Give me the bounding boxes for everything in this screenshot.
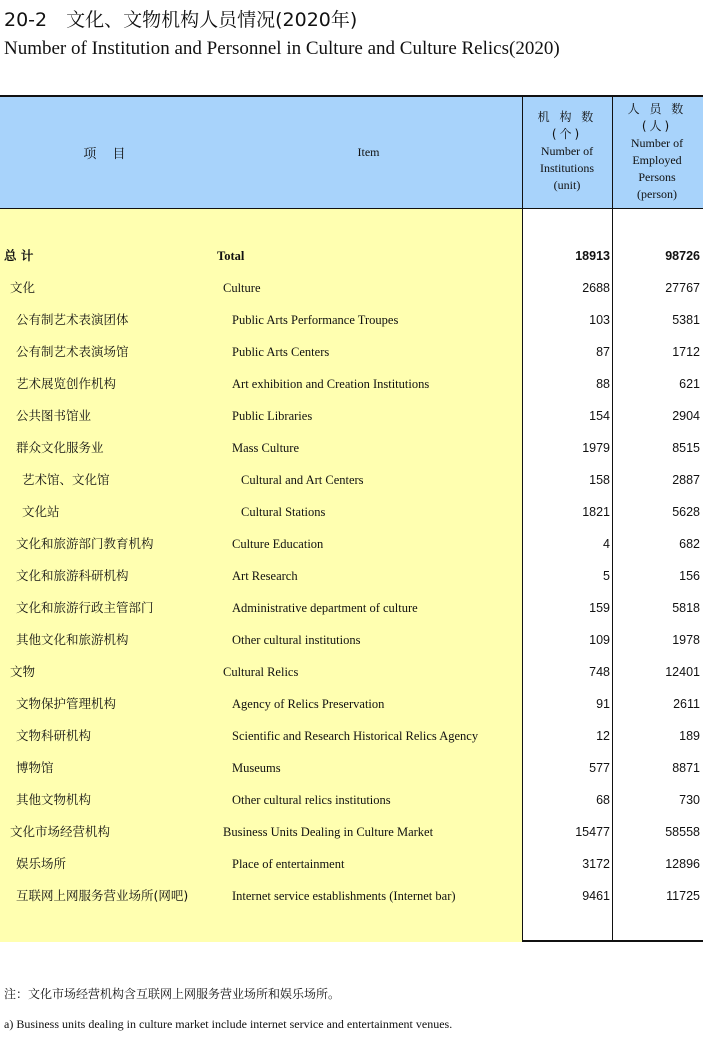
table-row bbox=[0, 688, 703, 720]
row-item-zh: 公有制艺术表演场馆 bbox=[16, 344, 129, 359]
row-persons: 5381 bbox=[672, 313, 700, 327]
header-institutions-unit: (unit) bbox=[553, 178, 581, 192]
row-institutions: 18913 bbox=[575, 249, 610, 263]
table-row bbox=[0, 816, 703, 848]
row-item-zh: 文化 bbox=[10, 280, 36, 295]
header-item-zh: 项 目 bbox=[83, 147, 132, 162]
row-institutions: 577 bbox=[589, 761, 610, 775]
row-item-en: Museums bbox=[232, 761, 281, 775]
table-row bbox=[0, 496, 703, 528]
row-item-en: Culture Education bbox=[232, 537, 324, 551]
row-item-en: Other cultural institutions bbox=[232, 633, 361, 647]
data-table bbox=[0, 95, 703, 942]
header-persons-zh-unit: (人) bbox=[641, 119, 673, 133]
table-row bbox=[0, 528, 703, 560]
row-persons: 156 bbox=[679, 569, 700, 583]
row-institutions: 12 bbox=[596, 729, 610, 743]
header-institutions-en: Number of Institutions bbox=[539, 144, 594, 175]
row-persons: 2887 bbox=[672, 473, 700, 487]
row-persons: 2904 bbox=[672, 409, 700, 423]
row-item-zh: 总 计 bbox=[4, 248, 34, 263]
row-institutions: 158 bbox=[589, 473, 610, 487]
row-item-zh: 博物馆 bbox=[16, 760, 54, 775]
table-row bbox=[0, 720, 703, 752]
row-institutions: 103 bbox=[589, 313, 610, 327]
row-item-zh: 文物科研机构 bbox=[16, 728, 92, 743]
table-row bbox=[0, 752, 703, 784]
table-row bbox=[0, 560, 703, 592]
row-item-zh: 互联网上网服务营业场所(网吧) bbox=[16, 888, 189, 903]
row-institutions: 4 bbox=[603, 537, 610, 551]
row-institutions: 87 bbox=[596, 345, 610, 359]
row-institutions: 88 bbox=[596, 377, 610, 391]
row-item-en: Art Research bbox=[232, 569, 298, 583]
row-item-zh: 文化站 bbox=[22, 504, 60, 519]
row-item-en: Business Units Dealing in Culture Market bbox=[223, 825, 434, 839]
row-item-zh: 文化和旅游科研机构 bbox=[16, 568, 129, 583]
row-item-zh: 公共图书馆业 bbox=[16, 408, 92, 423]
row-institutions: 1821 bbox=[582, 505, 610, 519]
row-item-en: Total bbox=[217, 249, 245, 263]
row-persons: 8871 bbox=[672, 761, 700, 775]
row-institutions: 68 bbox=[596, 793, 610, 807]
row-item-zh: 文化市场经营机构 bbox=[10, 824, 111, 839]
row-institutions: 15477 bbox=[575, 825, 610, 839]
row-item-zh: 其他文化和旅游机构 bbox=[16, 632, 129, 647]
row-item-en: Scientific and Research Historical Relics Agency bbox=[232, 729, 479, 743]
row-item-en: Internet service establishments (Internet bar) bbox=[232, 889, 456, 903]
table-row bbox=[0, 432, 703, 464]
row-item-en: Culture bbox=[223, 281, 261, 295]
row-item-zh: 艺术馆、文化馆 bbox=[22, 472, 110, 487]
table-row bbox=[0, 624, 703, 656]
row-persons: 11725 bbox=[666, 889, 700, 903]
row-institutions: 5 bbox=[603, 569, 610, 583]
row-item-en: Other cultural relics institutions bbox=[232, 793, 391, 807]
footnote-zh: 注：文化市场经营机构含互联网上网服务营业场所和娱乐场所。 bbox=[4, 987, 341, 1001]
row-persons: 730 bbox=[679, 793, 700, 807]
row-persons: 2611 bbox=[673, 697, 700, 711]
table-row bbox=[0, 656, 703, 688]
row-persons: 189 bbox=[679, 729, 700, 743]
header-item-en: Item bbox=[357, 145, 380, 159]
row-persons: 682 bbox=[679, 537, 700, 551]
table-row bbox=[0, 592, 703, 624]
row-institutions: 91 bbox=[596, 697, 610, 711]
row-item-en: Cultural Stations bbox=[241, 505, 326, 519]
table-row bbox=[0, 336, 703, 368]
row-institutions: 748 bbox=[589, 665, 610, 679]
row-institutions: 1979 bbox=[582, 441, 610, 455]
table-title-zh: 20-2 文化、文物机构人员情况(2020年) bbox=[4, 9, 358, 31]
table-row bbox=[0, 464, 703, 496]
row-institutions: 9461 bbox=[582, 889, 610, 903]
row-item-en: Cultural and Art Centers bbox=[241, 473, 364, 487]
row-item-en: Public Arts Centers bbox=[232, 345, 330, 359]
row-persons: 12401 bbox=[665, 665, 700, 679]
table-row bbox=[0, 368, 703, 400]
row-item-en: Art exhibition and Creation Institutions bbox=[232, 377, 430, 391]
row-item-en: Mass Culture bbox=[232, 441, 300, 455]
table-header bbox=[0, 97, 703, 209]
row-item-en: Place of entertainment bbox=[232, 857, 345, 871]
row-item-en: Public Arts Performance Troupes bbox=[232, 313, 399, 327]
row-persons: 58558 bbox=[665, 825, 700, 839]
row-persons: 1978 bbox=[672, 633, 700, 647]
table-row bbox=[0, 880, 703, 912]
header-institutions bbox=[523, 109, 611, 194]
table-row bbox=[0, 848, 703, 880]
row-item-zh: 公有制艺术表演团体 bbox=[16, 312, 129, 327]
row-persons: 5628 bbox=[672, 505, 700, 519]
row-persons: 5818 bbox=[672, 601, 700, 615]
row-institutions: 154 bbox=[589, 409, 610, 423]
header-persons-en: Number of Employed Persons bbox=[630, 136, 684, 184]
row-persons: 98726 bbox=[665, 249, 700, 263]
row-item-zh: 其他文物机构 bbox=[16, 792, 92, 807]
row-institutions: 159 bbox=[589, 601, 610, 615]
row-institutions: 3172 bbox=[582, 857, 610, 871]
row-persons: 8515 bbox=[672, 441, 700, 455]
row-item-en: Agency of Relics Preservation bbox=[232, 697, 385, 711]
row-item-en: Public Libraries bbox=[232, 409, 313, 423]
row-item-zh: 文物 bbox=[10, 664, 36, 679]
row-persons: 621 bbox=[679, 377, 700, 391]
table-title-en: Number of Institution and Personnel in Culture and Culture Relics(2020) bbox=[4, 38, 560, 59]
table-row bbox=[0, 400, 703, 432]
row-institutions: 109 bbox=[589, 633, 610, 647]
row-persons: 1712 bbox=[672, 345, 700, 359]
row-persons: 12896 bbox=[665, 857, 700, 871]
row-item-zh: 艺术展览创作机构 bbox=[16, 376, 117, 391]
table-row bbox=[0, 240, 703, 272]
row-item-zh: 文化和旅游行政主管部门 bbox=[16, 600, 154, 615]
header-institutions-zh-unit: (个) bbox=[551, 127, 583, 141]
row-item-zh: 娱乐场所 bbox=[16, 856, 67, 871]
header-persons-unit: (person) bbox=[637, 187, 677, 201]
row-institutions: 2688 bbox=[582, 281, 610, 295]
row-persons: 27767 bbox=[665, 281, 700, 295]
table-row bbox=[0, 784, 703, 816]
table-row bbox=[0, 304, 703, 336]
row-item-en: Cultural Relics bbox=[223, 665, 299, 679]
row-item-zh: 文化和旅游部门教育机构 bbox=[16, 536, 154, 551]
row-item-zh: 文物保护管理机构 bbox=[16, 696, 117, 711]
row-item-zh: 群众文化服务业 bbox=[16, 440, 104, 455]
row-item-en: Administrative department of culture bbox=[232, 601, 418, 615]
table-row bbox=[0, 272, 703, 304]
footnote-en: a) Business units dealing in culture market include internet service and entertainment venues. bbox=[4, 1017, 453, 1031]
header-persons-zh: 人 员 数 bbox=[627, 102, 687, 116]
header-institutions-zh: 机 构 数 bbox=[537, 110, 597, 124]
header-persons bbox=[613, 101, 701, 203]
